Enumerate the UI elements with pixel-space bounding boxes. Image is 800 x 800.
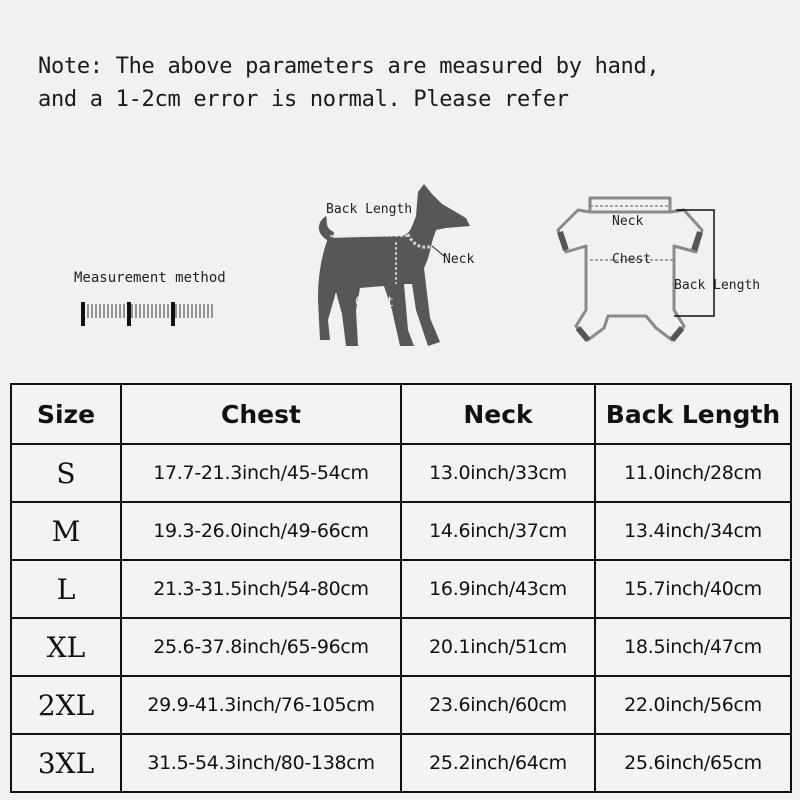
dog-back-length-label: Back Length	[326, 202, 413, 217]
dog-neck-label: Neck	[443, 252, 475, 267]
neck-cell: 14.6inch/37cm	[401, 502, 595, 560]
back-length-cell: 13.4inch/34cm	[595, 502, 791, 560]
neck-cell: 23.6inch/60cm	[401, 676, 595, 734]
note-line-1: Note: The above parameters are measured by hand,	[38, 54, 660, 79]
measurement-note	[38, 50, 659, 116]
neck-cell: 20.1inch/51cm	[401, 618, 595, 676]
chest-cell: 31.5-54.3inch/80-138cm	[121, 734, 401, 792]
suit-measurement-figure	[550, 190, 770, 350]
size-cell: M	[11, 502, 121, 560]
table-row	[11, 618, 791, 676]
neck-cell: 16.9inch/43cm	[401, 560, 595, 618]
size-cell: XL	[11, 618, 121, 676]
chest-cell: 17.7-21.3inch/45-54cm	[121, 444, 401, 502]
back-length-cell: 11.0inch/28cm	[595, 444, 791, 502]
size-cell: 3XL	[11, 734, 121, 792]
size-cell: S	[11, 444, 121, 502]
back-length-cell: 25.6inch/65cm	[595, 734, 791, 792]
chest-cell: 25.6-37.8inch/65-96cm	[121, 618, 401, 676]
chest-cell: 19.3-26.0inch/49-66cm	[121, 502, 401, 560]
table-row	[11, 444, 791, 502]
size-chart-table	[10, 383, 792, 793]
size-cell: L	[11, 560, 121, 618]
back-length-cell: 15.7inch/40cm	[595, 560, 791, 618]
table-row	[11, 676, 791, 734]
suit-back-length-label: Back Length	[674, 278, 761, 293]
header-size: Size	[11, 384, 121, 444]
neck-cell: 13.0inch/33cm	[401, 444, 595, 502]
measurement-method-label: Measurement method	[74, 270, 226, 286]
chest-cell: 21.3-31.5inch/54-80cm	[121, 560, 401, 618]
table-header-row	[11, 384, 791, 444]
tape-measure-icon	[78, 296, 218, 330]
dog-measurement-figure	[300, 180, 490, 360]
note-line-2: and a 1-2cm error is normal. Please refer	[38, 87, 569, 112]
header-back-length: Back Length	[595, 384, 791, 444]
table-row	[11, 734, 791, 792]
table-row	[11, 560, 791, 618]
neck-cell: 25.2inch/64cm	[401, 734, 595, 792]
back-length-cell: 22.0inch/56cm	[595, 676, 791, 734]
dog-suit-outline-icon	[550, 190, 770, 350]
header-neck: Neck	[401, 384, 595, 444]
suit-chest-label: Chest	[612, 252, 652, 267]
size-cell: 2XL	[11, 676, 121, 734]
header-chest: Chest	[121, 384, 401, 444]
suit-neck-label: Neck	[612, 214, 644, 229]
measurement-method	[74, 270, 226, 286]
dog-chest-label: Chest	[355, 295, 395, 310]
chest-cell: 29.9-41.3inch/76-105cm	[121, 676, 401, 734]
table-row	[11, 502, 791, 560]
back-length-cell: 18.5inch/47cm	[595, 618, 791, 676]
